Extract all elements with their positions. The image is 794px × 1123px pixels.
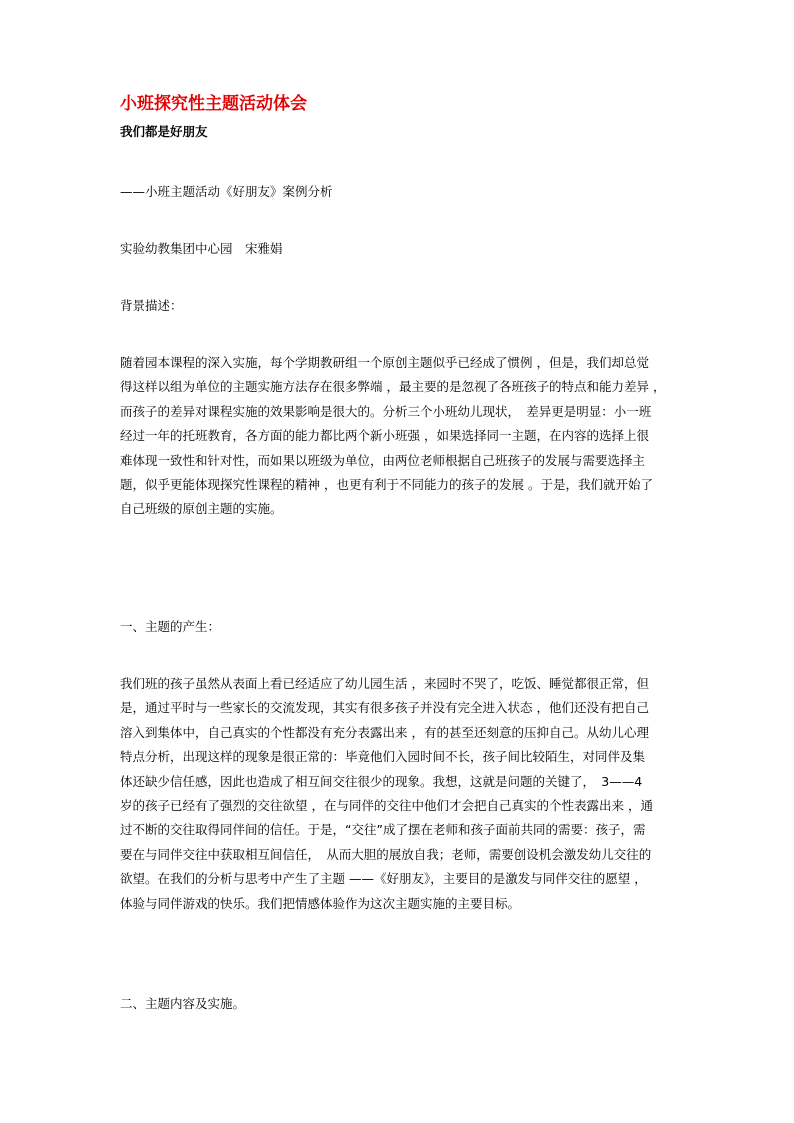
case-analysis-line: ——小班主题活动《好朋友》案例分析 — [120, 184, 333, 199]
paragraph-line: 我们班的孩子虽然从表面上看已经适应了幼儿园生活 ，来园时不哭了，吃饭、睡觉都很正常，但 — [120, 676, 649, 691]
paragraph-line: 岁的孩子已经有了强烈的交往欲望 ，在与同伴的交往中他们才会把自己真实的个性表露出来 ，通 — [120, 797, 653, 813]
paragraph-line: 题，似乎更能体现探究性课程的精神 ，也更有利于不同能力的孩子的发展 。于是，我们就开始了 — [120, 476, 653, 492]
paragraph-line: 得这样以组为单位的主题实施方法存在很多弊端 ，最主要的是忽视了各班孩子的特点和能力差异 ， — [120, 379, 666, 395]
paragraph-line: 随着园本课程的深入实施，每个学期教研组一个原创主题似乎已经成了惯例 ，但是，我们却总觉 — [120, 355, 649, 370]
paragraph-line: 欲望。在我们的分析与思考中产生了主题 ——《好朋友》，主要目的是激发与同伴交往的愿望 ， — [120, 871, 647, 887]
document-title: 小班探究性主题活动体会 — [120, 94, 307, 114]
section2-heading: 二、主题内容及实施。 — [120, 996, 246, 1011]
author-line: 实验幼教集团中心园 宋雅娟 — [120, 241, 283, 256]
paragraph-line: 体还缺少信任感，因此也造成了相互间交往很少的现象。我想，这就是问题的关键了， 3——4 — [120, 773, 643, 789]
paragraph-line: 特点分析，出现这样的现象是很正常的：毕竟他们入园时间不长，孩子间比较陌生，对同伴及集 — [120, 749, 646, 765]
section1-heading: 一、主题的产生： — [120, 619, 221, 634]
paragraph-line: 是，通过平时与一些家长的交流发现，其实有很多孩子并没有完全进入状态 ，他们还没有把自己 — [120, 700, 649, 716]
paragraph-line: 过不断的交往取得同伴间的信任。于是，“交往”成了摆在老师和孩子面前共同的需要：孩子，需 — [120, 822, 646, 838]
paragraph-line: 经过一年的托班教育，各方面的能力都比两个新小班强 ，如果选择同一主题，在内容的选择上很 — [120, 428, 649, 444]
paragraph-line: 要在与同伴交往中获取相互间信任， 从而大胆的展放自我；老师，需要创设机会激发幼儿交往的 — [120, 846, 652, 862]
paragraph-line: 溶入到集体中，自己真实的个性都没有充分表露出来 ，有的甚至还刻意的压抑自己。从幼儿心理 — [120, 724, 649, 740]
background-heading: 背景描述： — [120, 298, 183, 313]
document-subtitle: 我们都是好朋友 — [120, 124, 208, 139]
section1-paragraph — [120, 676, 680, 920]
paragraph-line: 而孩子的差异对课程实施的效果影响是很大的。分析三个小班幼儿现状， 差异更是明显：小一班 — [120, 403, 652, 419]
paragraph-line: 自己班级的原创主题的实施。 — [120, 501, 283, 517]
paragraph-line: 难体现一致性和针对性，而如果以班级为单位，由两位老师根据自己班孩子的发展与需要选择主 — [120, 452, 646, 468]
background-paragraph — [120, 355, 680, 526]
paragraph-line: 体验与同伴游戏的快乐。我们把情感体验作为这次主题实施的主要目标。 — [120, 895, 521, 911]
